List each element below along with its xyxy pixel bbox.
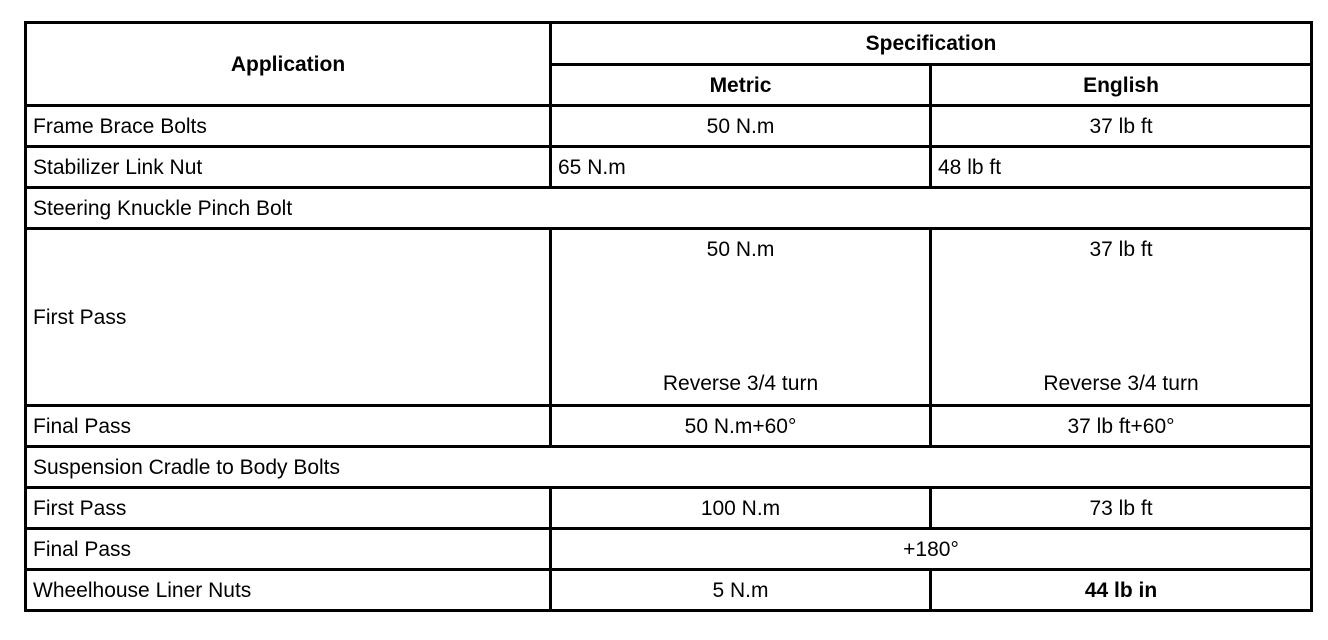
row-wheelhouse-metric: 5 N.m: [551, 570, 931, 611]
row-steering-first-application: First Pass: [26, 229, 551, 406]
header-row-top: [26, 23, 1312, 65]
header-metric: Metric: [551, 65, 931, 106]
header-specification: Specification: [551, 23, 1312, 65]
table-row: [26, 447, 1312, 488]
row-steering-first-metric: 50 N.m: [706, 238, 775, 261]
row-frame-brace-application: Frame Brace Bolts: [26, 106, 551, 147]
table-row: [26, 106, 1312, 147]
row-steering-final-english: 37 lb ft+60°: [931, 406, 1312, 447]
table-row: [26, 529, 1312, 570]
row-steering-first-metric-cell: [551, 229, 931, 406]
row-steering-first-metric-note: Reverse 3/4 turn: [662, 372, 819, 395]
row-frame-brace-english: 37 lb ft: [931, 106, 1312, 147]
row-wheelhouse-application: Wheelhouse Liner Nuts: [26, 570, 551, 611]
row-stabilizer-application: Stabilizer Link Nut: [26, 147, 551, 188]
header-application: Application: [26, 23, 551, 106]
row-stabilizer-english: 48 lb ft: [931, 147, 1312, 188]
row-cradle-first-english: 73 lb ft: [931, 488, 1312, 529]
torque-spec-table: [24, 21, 1313, 612]
header-english: English: [931, 65, 1312, 106]
row-frame-brace-metric: 50 N.m: [551, 106, 931, 147]
table-row: [26, 188, 1312, 229]
row-cradle-first-application: First Pass: [26, 488, 551, 529]
table-row: [26, 406, 1312, 447]
table-row: [26, 570, 1312, 611]
row-steering-first-english-note: Reverse 3/4 turn: [1043, 372, 1199, 395]
row-steering-final-application: Final Pass: [26, 406, 551, 447]
row-steering-first-english-cell: [931, 229, 1312, 406]
row-wheelhouse-english: 44 lb in: [931, 570, 1312, 611]
row-steering-final-metric: 50 N.m+60°: [551, 406, 931, 447]
row-cradle-final-application: Final Pass: [26, 529, 551, 570]
table-row: [26, 147, 1312, 188]
row-steering-first-english: 37 lb ft: [1089, 238, 1153, 261]
table-row: [26, 229, 1312, 406]
row-cradle-first-metric: 100 N.m: [551, 488, 931, 529]
row-stabilizer-metric: 65 N.m: [551, 147, 931, 188]
table-row: [26, 488, 1312, 529]
row-steering-group-title: Steering Knuckle Pinch Bolt: [26, 188, 1312, 229]
row-cradle-final-spec: +180°: [551, 529, 1312, 570]
row-cradle-group-title: Suspension Cradle to Body Bolts: [26, 447, 1312, 488]
